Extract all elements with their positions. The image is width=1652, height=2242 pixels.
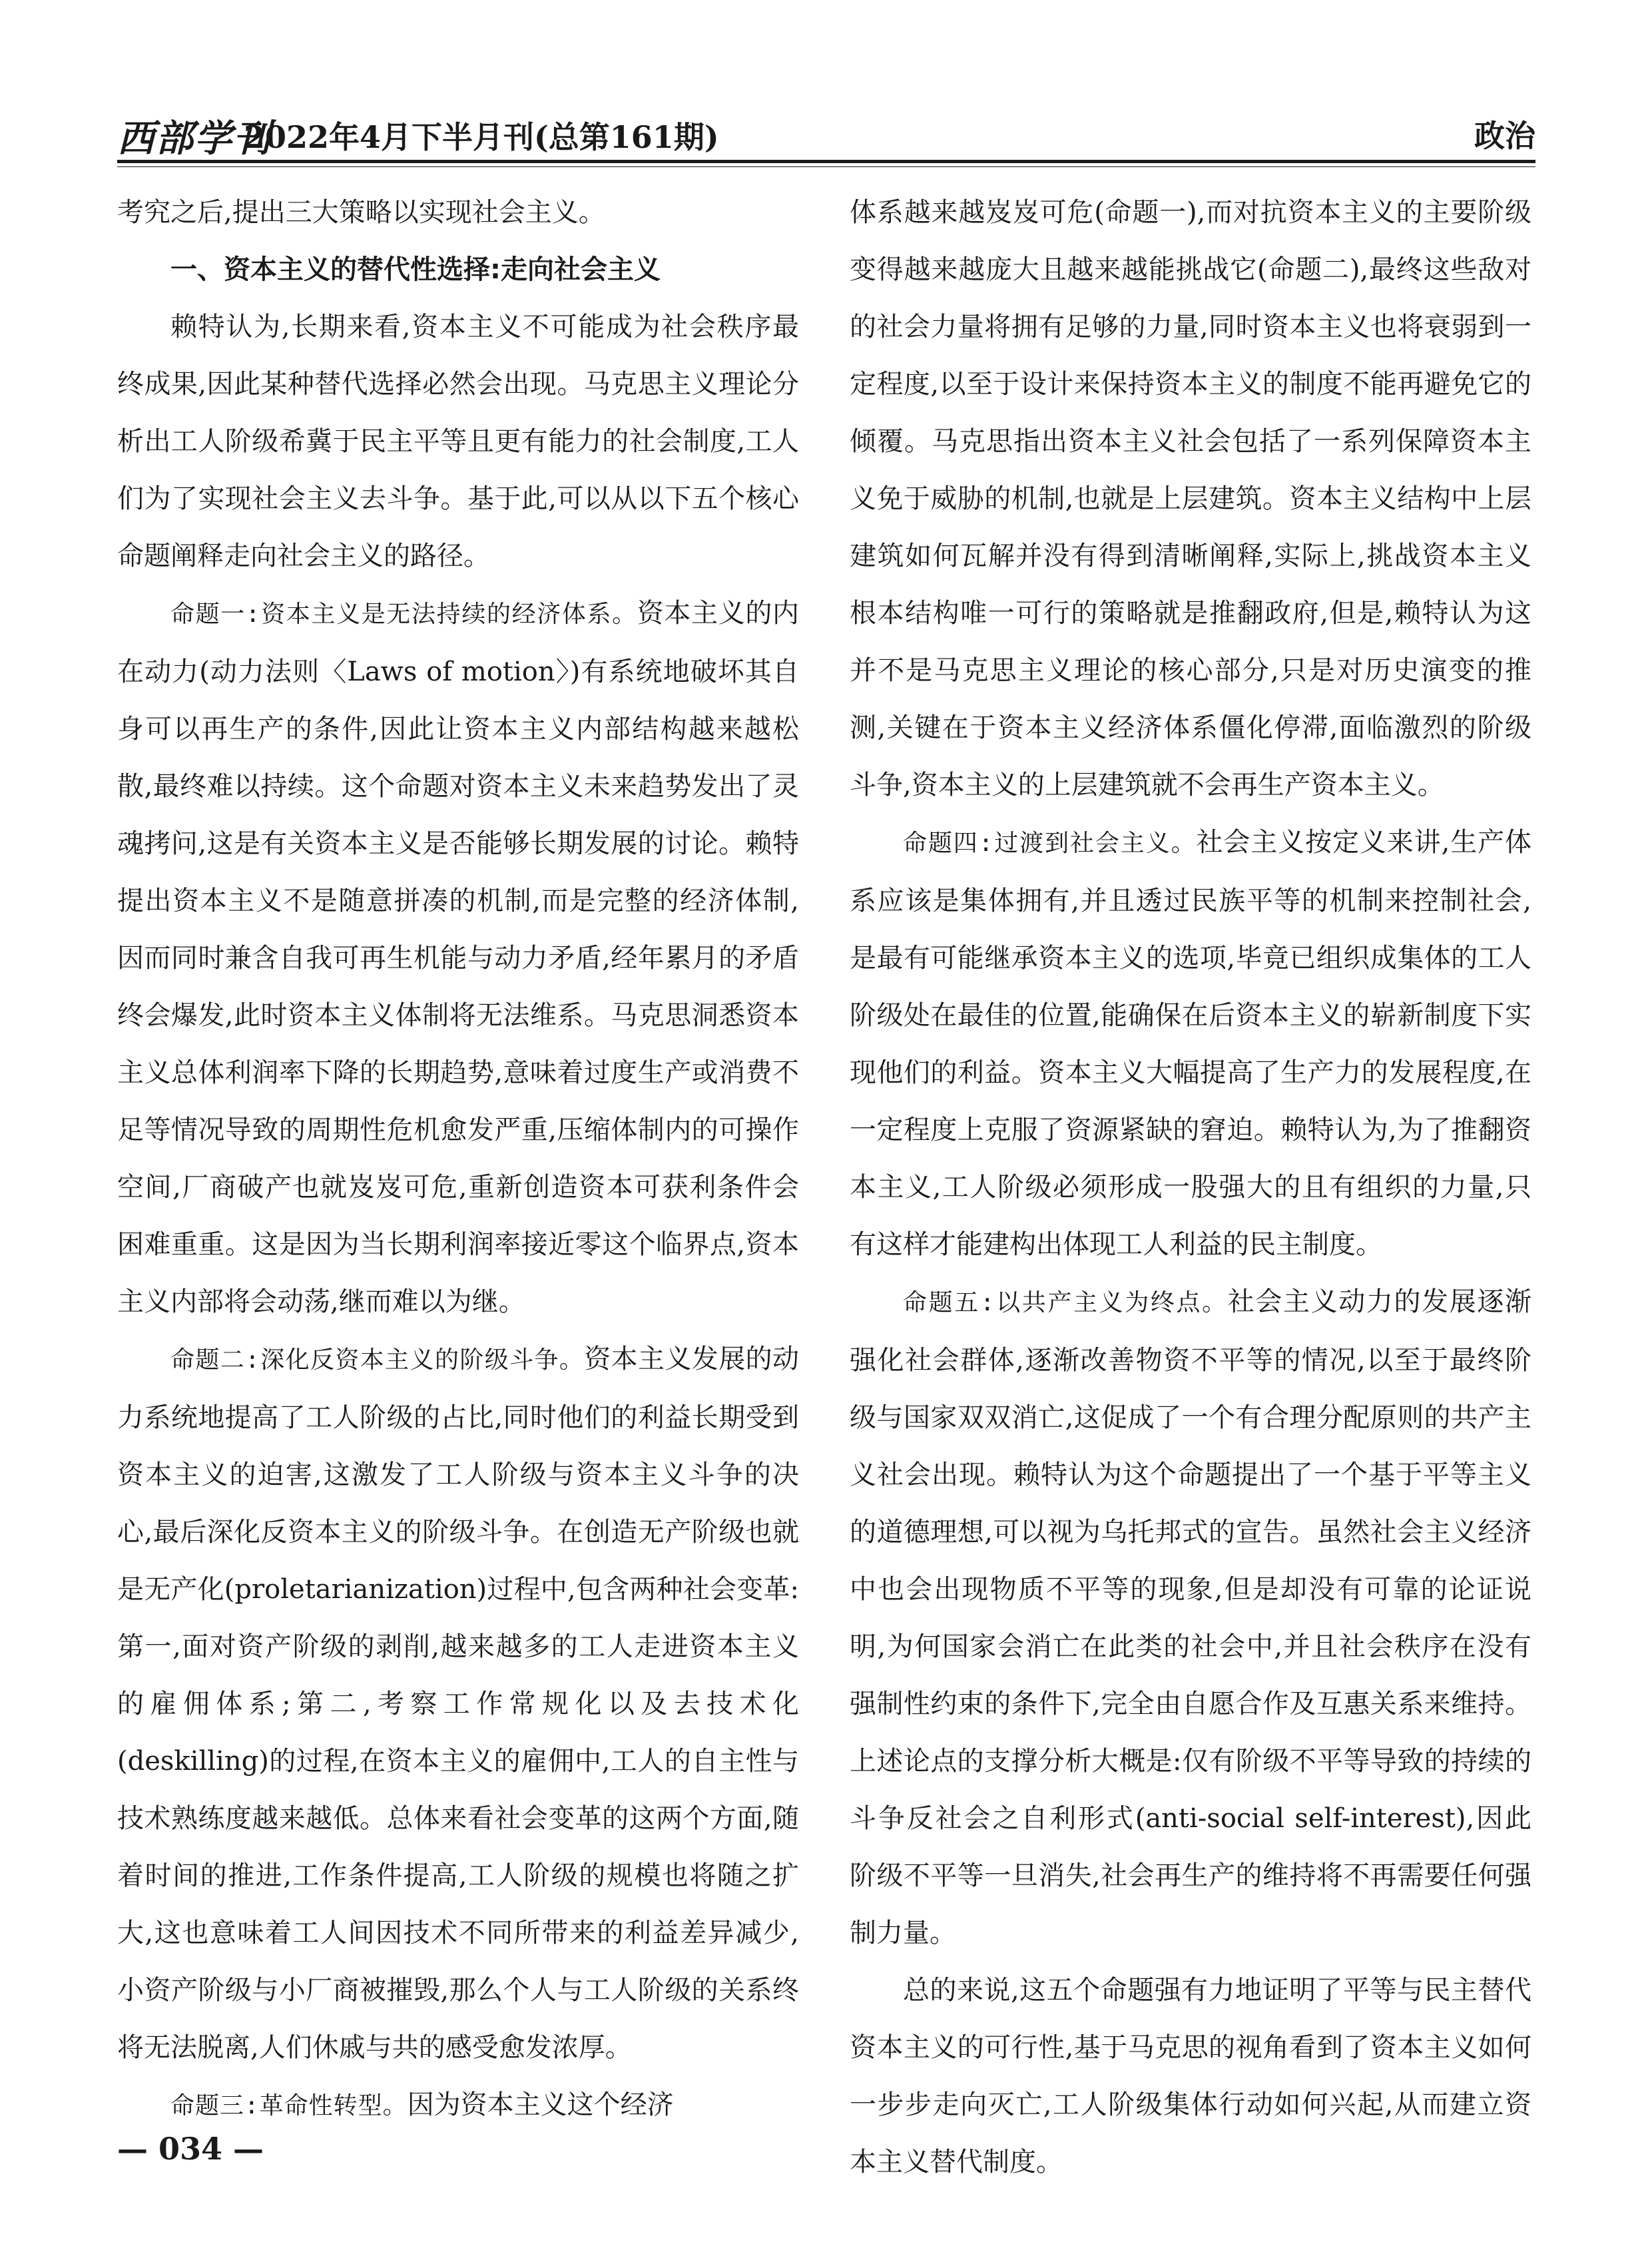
header-rule-thick: [117, 160, 1535, 163]
right-column: [850, 184, 1531, 2191]
proposition-5-body: 社会主义动力的发展逐渐强化社会群体,逐渐改善物资不平等的情况,以至于最终阶级与国家双双消亡,这促成了一个有合理分配原则的共产主义社会出现。赖特认为这个命题提出了一个基于平等主义的道德理想,可以视为乌托邦式的宣告。虽然社会主义经济中也会出现物质不平等的现象,但是却没有可靠的论证说明,为何国家会消亡在此类的社会中,并且社会秩序在没有强制性约束的条件下,完全由自愿合作及互惠关系来维持。上述论点的支撑分析大概是:仅有阶级不平等导致的持续的斗争反社会之自利形式(anti-social self-interest),因此阶级不平等一旦消失,社会再生产的维持将不再需要任何强制力量。: [850, 1286, 1531, 1948]
proposition-1-label: 命题一:资本主义是无法持续的经济体系。: [170, 601, 637, 628]
proposition-2-body: 资本主义发展的动力系统地提高了工人阶级的占比,同时他们的利益长期受到资本主义的迫害,这激发了工人阶级与资本主义斗争的决心,最后深化反资本主义的阶级斗争。在创造无产阶级也就是无产化(proletarianization)过程中,包含两种社会变革:第一,面对资产阶级的剥削,越来越多的工人走进资本主义的雇佣体系;第二,考察工作常规化以及去技术化(deskilling)的过程,在资本主义的雇佣中,工人的自主性与技术熟练度越来越低。总体来看社会变革的这两个方面,随着时间的推进,工作条件提高,工人阶级的规模也将随之扩大,这也意味着工人间因技术不同所带来的利益差异减少,小资产阶级与小厂商被摧毁,那么个人与工人阶级的关系终将无法脱离,人们休戚与共的感受愈发浓厚。: [117, 1344, 799, 2063]
proposition-5-label: 命题五:以共产主义为终点。: [903, 1289, 1228, 1316]
paragraph-proposition-1: [117, 585, 799, 1330]
proposition-4-body: 社会主义按定义来讲,生产体系应该是集体拥有,并且透过民族平等的机制来控制社会,是最有可能继承资本主义的选项,毕竟已组织成集体的工人阶级处在最佳的位置,能确保在后资本主义的崭新制度下实现他们的利益。资本主义大幅提高了生产力的发展程度,在一定程度上克服了资源紧缺的窘迫。赖特认为,为了推翻资本主义,工人阶级必须形成一股强大的且有组织的力量,只有这样才能建构出体现工人利益的民主制度。: [850, 827, 1531, 1260]
section-label: 政治: [1474, 118, 1535, 154]
section-heading: 一、资本主义的替代性选择:走向社会主义: [170, 254, 661, 285]
header-rule-thin: [117, 166, 1535, 167]
paragraph-proposition-3: [117, 2076, 799, 2135]
proposition-1-body: 资本主义的内在动力(动力法则〈Laws of motion〉)有系统地破坏其自身可以再生产的条件,因此让资本主义内部结构越来越松散,最终难以持续。这个命题对资本主义未来趋势发出了灵魂拷问,这是有关资本主义是否能够长期发展的讨论。赖特提出资本主义不是随意拼凑的机制,而是完整的经济体制,因而同时兼含自我可再生机能与动力矛盾,经年累月的矛盾终会爆发,此时资本主义体制将无法维系。马克思洞悉资本主义总体利润率下降的长期趋势,意味着过度生产或消费不足等情况导致的周期性危机愈发严重,压缩体制内的可操作空间,厂商破产也就岌岌可危,重新创造资本可获利条件会困难重重。这是因为当长期利润率接近零这个临界点,资本主义内部将会动荡,继而难以为继。: [117, 598, 799, 1317]
paragraph-conclusion: 总的来说,这五个命题强有力地证明了平等与民主替代资本主义的可行性,基于马克思的视角看到了资本主义如何一步步走向灭亡,工人阶级集体行动如何兴起,从而建立资本主义替代制度。: [850, 1975, 1531, 2177]
paragraph-proposition-4: [850, 814, 1531, 1273]
left-column: [117, 184, 799, 2135]
page-header: [117, 105, 1535, 160]
paragraph-proposition-5: [850, 1273, 1531, 1962]
page-number: — 034 —: [117, 2131, 264, 2167]
proposition-4-label: 命题四:过渡到社会主义。: [903, 830, 1197, 857]
paragraph-proposition-2: [117, 1330, 799, 2076]
journal-logo: 西部学刊: [117, 117, 272, 160]
proposition-3-body: 因为资本主义这个经济: [407, 2090, 674, 2120]
issue-info: 2022年4月下半月刊(总第161期): [244, 119, 719, 155]
proposition-2-label: 命题二:深化反资本主义的阶级斗争。: [170, 1346, 585, 1374]
proposition-3-label: 命题三:革命性转型。: [170, 2092, 408, 2119]
paragraph-intro: 赖特认为,长期来看,资本主义不可能成为社会秩序最终成果,因此某种替代选择必然会出现。马克思主义理论分析出工人阶级希冀于民主平等且更有能力的社会制度,工人们为了实现社会主义去斗争。基于此,可以从以下五个核心命题阐释走向社会主义的路径。: [117, 312, 799, 571]
paragraph-proposition-3-continued: 体系越来越岌岌可危(命题一),而对抗资本主义的主要阶级变得越来越庞大且越来越能挑战它(命题二),最终这些敌对的社会力量将拥有足够的力量,同时资本主义也将衰弱到一定程度,以至于设计来保持资本主义的制度不能再避免它的倾覆。马克思指出资本主义社会包括了一系列保障资本主义免于威胁的机制,也就是上层建筑。资本主义结构中上层建筑如何瓦解并没有得到清晰阐释,实际上,挑战资本主义根本结构唯一可行的策略就是推翻政府,但是,赖特认为这并不是马克思主义理论的核心部分,只是对历史演变的推测,关键在于资本主义经济体系僵化停滞,面临激烈的阶级斗争,资本主义的上层建筑就不会再生产资本主义。: [850, 197, 1531, 800]
paragraph-continued: 考究之后,提出三大策略以实现社会主义。: [117, 197, 605, 228]
